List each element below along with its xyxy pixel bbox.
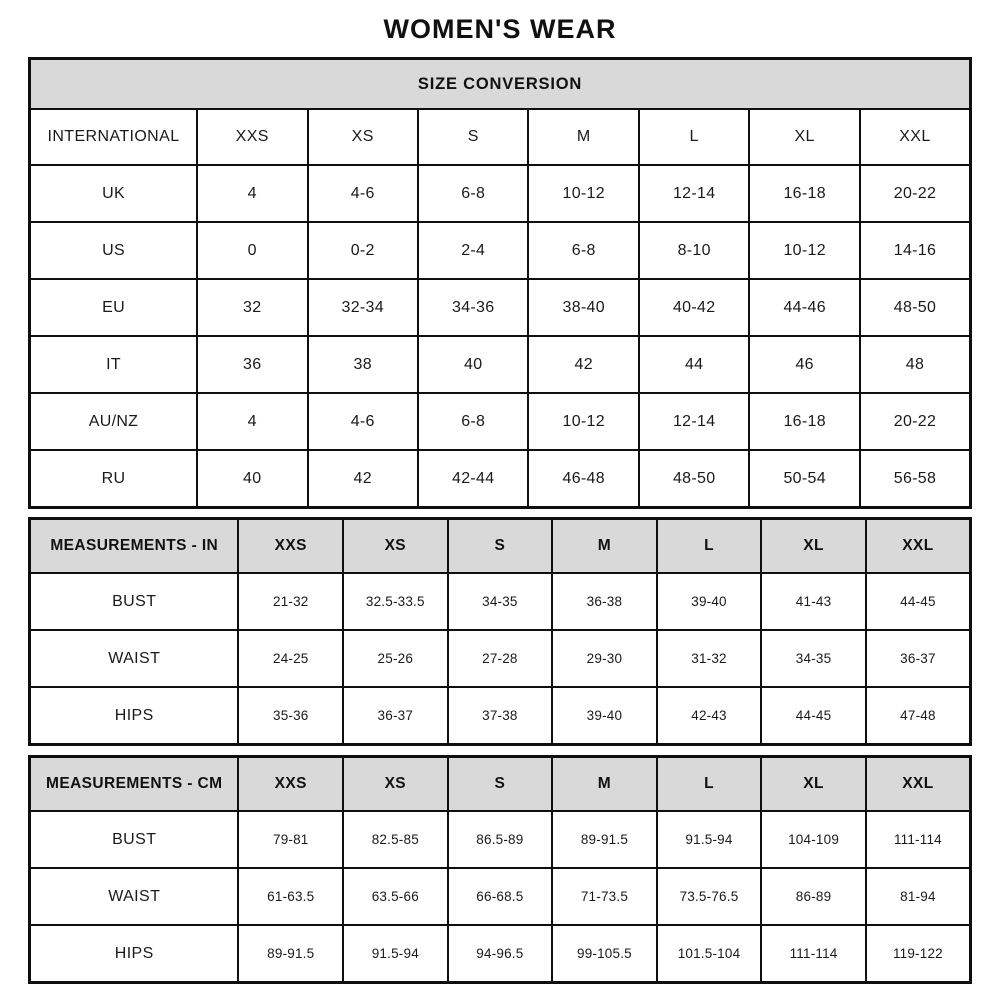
table-cell: 39-40 [552, 687, 657, 745]
table-cell: 39-40 [657, 573, 762, 630]
table-row-aunz [30, 393, 971, 450]
row-label-waist: WAIST [30, 868, 239, 925]
column-header-l: L [657, 757, 762, 812]
size-conversion-table [28, 57, 972, 509]
table-row-eu [30, 279, 971, 336]
table-cell: 48-50 [639, 450, 749, 508]
table-cell: 12-14 [639, 393, 749, 450]
table-cell: 6-8 [418, 165, 528, 222]
table-cell: 20-22 [860, 393, 971, 450]
table-cell: 40-42 [639, 279, 749, 336]
table-cell: 25-26 [343, 630, 448, 687]
table-cell: 32-34 [308, 279, 418, 336]
table-cell: 79-81 [238, 811, 343, 868]
table-cell: 86-89 [761, 868, 866, 925]
table-cell: 41-43 [761, 573, 866, 630]
table-cell: 16-18 [749, 165, 859, 222]
column-header-l: L [639, 109, 749, 165]
table-cell: 32 [197, 279, 307, 336]
table-cell: 36-37 [866, 630, 971, 687]
table-cell: 21-32 [238, 573, 343, 630]
column-header-l: L [657, 519, 762, 574]
table-cell: 89-91.5 [238, 925, 343, 983]
table-cell: 0-2 [308, 222, 418, 279]
column-header-international: INTERNATIONAL [30, 109, 198, 165]
table-row-waist-in [30, 630, 971, 687]
row-label-uk: UK [30, 165, 198, 222]
table-cell: 2-4 [418, 222, 528, 279]
table-cell: 10-12 [749, 222, 859, 279]
measurements-cm-title: MEASUREMENTS - CM [30, 757, 239, 812]
table-row-hips-cm [30, 925, 971, 983]
table-cell: 50-54 [749, 450, 859, 508]
table-cell: 44-45 [761, 687, 866, 745]
column-header-xxs: XXS [238, 757, 343, 812]
table-cell: 86.5-89 [448, 811, 553, 868]
column-header-xxs: XXS [197, 109, 307, 165]
size-conversion-title: SIZE CONVERSION [30, 59, 971, 110]
table-cell: 71-73.5 [552, 868, 657, 925]
table-cell: 63.5-66 [343, 868, 448, 925]
column-header-m: M [552, 519, 657, 574]
table-cell: 73.5-76.5 [657, 868, 762, 925]
table-cell: 36-38 [552, 573, 657, 630]
measurements-in-header-row [30, 519, 971, 574]
table-cell: 36-37 [343, 687, 448, 745]
table-cell: 46 [749, 336, 859, 393]
measurements-cm-table [28, 755, 972, 984]
table-row-it [30, 336, 971, 393]
table-cell: 40 [418, 336, 528, 393]
table-cell: 31-32 [657, 630, 762, 687]
table-cell: 27-28 [448, 630, 553, 687]
row-label-it: IT [30, 336, 198, 393]
table-cell: 4-6 [308, 393, 418, 450]
table-gap [28, 509, 972, 517]
table-cell: 91.5-94 [657, 811, 762, 868]
column-header-xl: XL [761, 757, 866, 812]
table-cell: 32.5-33.5 [343, 573, 448, 630]
table-cell: 44 [639, 336, 749, 393]
table-cell: 38-40 [528, 279, 638, 336]
table-cell: 44-45 [866, 573, 971, 630]
column-header-xs: XS [308, 109, 418, 165]
table-cell: 12-14 [639, 165, 749, 222]
table-cell: 0 [197, 222, 307, 279]
table-cell: 10-12 [528, 393, 638, 450]
table-cell: 66-68.5 [448, 868, 553, 925]
table-cell: 44-46 [749, 279, 859, 336]
table-cell: 42 [308, 450, 418, 508]
table-cell: 34-35 [761, 630, 866, 687]
table-row-bust-in [30, 573, 971, 630]
table-cell: 56-58 [860, 450, 971, 508]
table-cell: 46-48 [528, 450, 638, 508]
table-cell: 14-16 [860, 222, 971, 279]
table-cell: 47-48 [866, 687, 971, 745]
column-header-xxl: XXL [860, 109, 971, 165]
table-cell: 24-25 [238, 630, 343, 687]
column-header-m: M [528, 109, 638, 165]
row-label-waist: WAIST [30, 630, 239, 687]
table-cell: 16-18 [749, 393, 859, 450]
table-cell: 35-36 [238, 687, 343, 745]
table-cell: 81-94 [866, 868, 971, 925]
table-cell: 89-91.5 [552, 811, 657, 868]
column-header-s: S [448, 519, 553, 574]
table-cell: 6-8 [528, 222, 638, 279]
table-cell: 42-44 [418, 450, 528, 508]
column-header-m: M [552, 757, 657, 812]
table-cell: 40 [197, 450, 307, 508]
page-title: WOMEN'S WEAR [383, 14, 617, 44]
column-header-xs: XS [343, 519, 448, 574]
column-header-xl: XL [761, 519, 866, 574]
table-cell: 4-6 [308, 165, 418, 222]
size-chart-page [28, 0, 972, 984]
table-cell: 37-38 [448, 687, 553, 745]
table-cell: 101.5-104 [657, 925, 762, 983]
table-cell: 48 [860, 336, 971, 393]
column-header-xxs: XXS [238, 519, 343, 574]
row-label-eu: EU [30, 279, 198, 336]
column-header-xxl: XXL [866, 757, 971, 812]
table-cell: 91.5-94 [343, 925, 448, 983]
table-cell: 48-50 [860, 279, 971, 336]
measurements-in-table [28, 517, 972, 746]
measurements-in-title: MEASUREMENTS - IN [30, 519, 239, 574]
column-header-s: S [448, 757, 553, 812]
table-cell: 20-22 [860, 165, 971, 222]
table-cell: 104-109 [761, 811, 866, 868]
table-row-uk [30, 165, 971, 222]
table-cell: 34-36 [418, 279, 528, 336]
table-cell: 99-105.5 [552, 925, 657, 983]
table-row-us [30, 222, 971, 279]
table-row-bust-cm [30, 811, 971, 868]
row-label-ru: RU [30, 450, 198, 508]
table-cell: 42-43 [657, 687, 762, 745]
row-label-hips: HIPS [30, 687, 239, 745]
table-gap [28, 746, 972, 755]
table-cell: 111-114 [761, 925, 866, 983]
size-conversion-caption-row [30, 59, 971, 110]
row-label-aunz: AU/NZ [30, 393, 198, 450]
measurements-cm-header-row [30, 757, 971, 812]
table-cell: 94-96.5 [448, 925, 553, 983]
table-cell: 4 [197, 165, 307, 222]
table-cell: 111-114 [866, 811, 971, 868]
row-label-bust: BUST [30, 573, 239, 630]
table-cell: 29-30 [552, 630, 657, 687]
table-row-hips-in [30, 687, 971, 745]
table-row-waist-cm [30, 868, 971, 925]
row-label-hips: HIPS [30, 925, 239, 983]
table-row-ru [30, 450, 971, 508]
table-cell: 42 [528, 336, 638, 393]
table-cell: 38 [308, 336, 418, 393]
table-cell: 6-8 [418, 393, 528, 450]
size-conversion-header-row [30, 109, 971, 165]
table-cell: 36 [197, 336, 307, 393]
table-cell: 82.5-85 [343, 811, 448, 868]
table-cell: 119-122 [866, 925, 971, 983]
row-label-us: US [30, 222, 198, 279]
column-header-xxl: XXL [866, 519, 971, 574]
column-header-xl: XL [749, 109, 859, 165]
row-label-bust: BUST [30, 811, 239, 868]
column-header-xs: XS [343, 757, 448, 812]
table-cell: 10-12 [528, 165, 638, 222]
table-cell: 61-63.5 [238, 868, 343, 925]
table-cell: 34-35 [448, 573, 553, 630]
column-header-s: S [418, 109, 528, 165]
table-cell: 4 [197, 393, 307, 450]
table-cell: 8-10 [639, 222, 749, 279]
